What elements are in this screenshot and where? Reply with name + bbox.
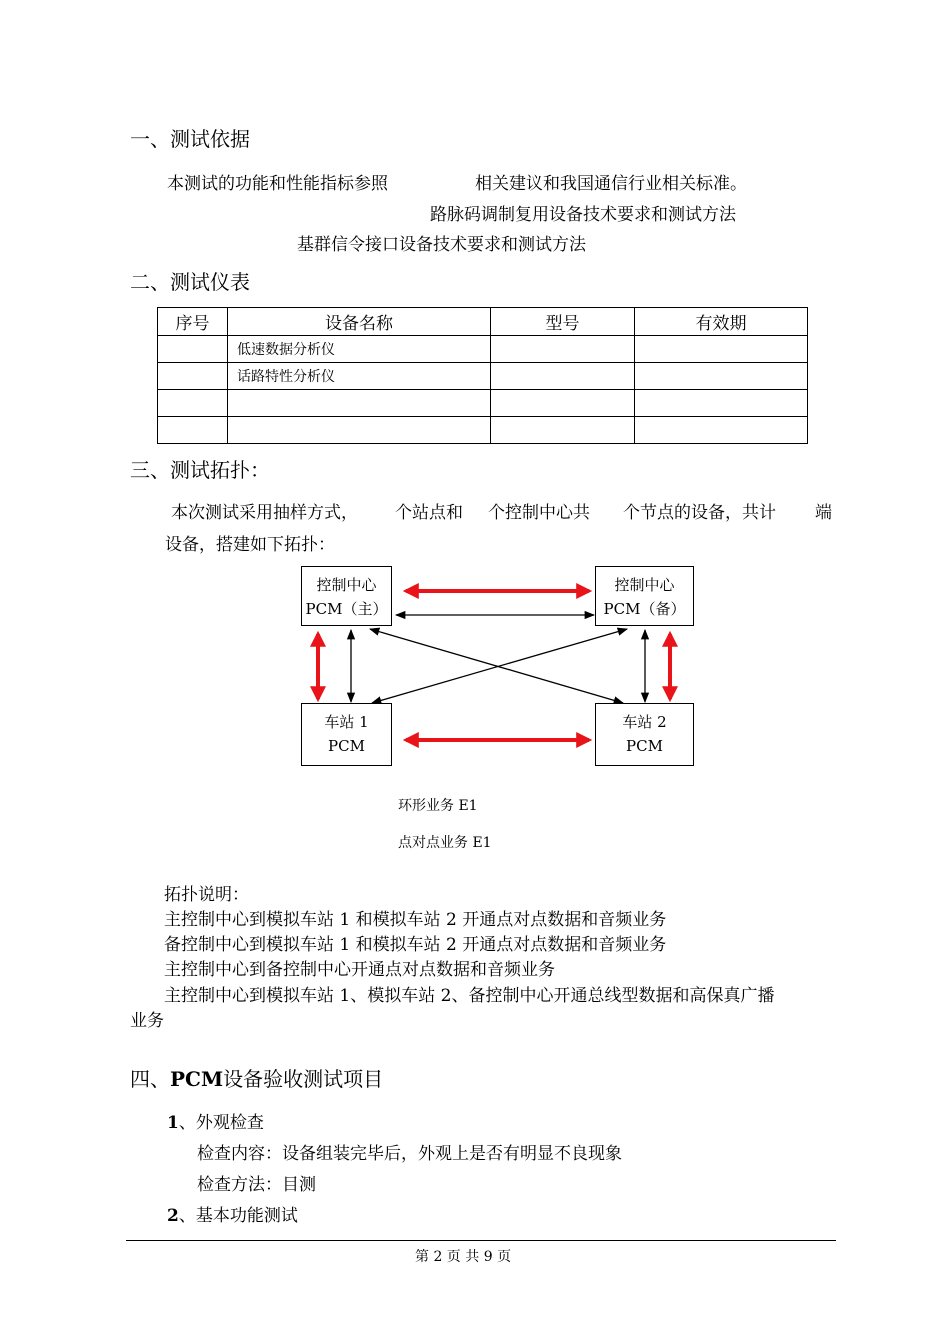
intro-c: 个控制中心共 [488, 503, 590, 523]
standard-2: 基群信令接口设备技术要求和测试方法 [297, 235, 586, 255]
item1-method: 检查方法：目测 [197, 1175, 316, 1195]
item1-content: 检查内容：设备组装完毕后，外观上是否有明显不良现象 [197, 1144, 622, 1164]
node-station1-line2: PCM [328, 737, 365, 755]
node-station1 [301, 703, 392, 766]
header-model: 型号 [491, 308, 635, 336]
item1-title: 、外观检查 [178, 1113, 264, 1133]
notes-title: 拓扑说明： [164, 885, 249, 905]
intro-d: 个节点的设备，共计 [623, 503, 776, 523]
node-ctrl-backup [595, 566, 694, 626]
item1-number: 1 [167, 1113, 179, 1133]
node-ctrl-backup-line2: PCM（备） [603, 600, 686, 618]
intro-e: 端 [815, 503, 832, 523]
note-2: 备控制中心到模拟车站 1 和模拟车站 2 开通点对点数据和音频业务 [164, 935, 667, 955]
section2-title: 二、测试仪表 [130, 270, 250, 294]
intro-line2: 设备，搭建如下拓扑： [165, 535, 335, 555]
header-validity: 有效期 [635, 308, 808, 336]
node-ctrl-main-line2: PCM（主） [305, 600, 388, 618]
node-ctrl-main [301, 566, 392, 626]
cell-device-name: 话路特性分析仪 [228, 363, 491, 390]
note-3: 主控制中心到备控制中心开通点对点数据和音频业务 [164, 960, 555, 980]
section4-title [130, 1063, 383, 1092]
node-station2 [595, 703, 694, 766]
legend-ring: 环形业务 E1 [398, 798, 478, 814]
cell-device-name: 低速数据分析仪 [228, 336, 491, 363]
item1-heading [167, 1108, 264, 1133]
node-station2-line1: 车站 2 [622, 713, 667, 731]
item2-title: 、基本功能测试 [178, 1206, 298, 1226]
section1-body-right: 相关建议和我国通信行业相关标准。 [475, 174, 747, 194]
item2-number: 2 [167, 1206, 179, 1226]
note-4-tail: 业务 [130, 1011, 164, 1031]
section3-title: 三、测试拓扑： [130, 458, 270, 482]
node-station1-line1: 车站 1 [324, 713, 369, 731]
note-1: 主控制中心到模拟车站 1 和模拟车站 2 开通点对点数据和音频业务 [164, 910, 667, 930]
item2-heading [167, 1201, 298, 1226]
node-ctrl-backup-line1: 控制中心 [614, 576, 675, 594]
intro-b: 个站点和 [395, 503, 463, 523]
intro-a: 本次测试采用抽样方式， [171, 503, 358, 523]
header-index: 序号 [158, 308, 228, 336]
page-number: 第 2 页 共 9 页 [415, 1249, 512, 1265]
legend-p2p: 点对点业务 E1 [398, 835, 492, 851]
note-4: 主控制中心到模拟车站 1、模拟车站 2、备控制中心开通总线型数据和高保真广播 [164, 986, 775, 1006]
standard-1: 路脉码调制复用设备技术要求和测试方法 [430, 205, 736, 225]
section4-title-bold: PCM [170, 1067, 224, 1091]
section1-body: 本测试的功能和性能指标参照 [167, 174, 388, 194]
section4-title-prefix: 四、 [130, 1067, 170, 1091]
section1-title: 一、测试依据 [130, 127, 250, 151]
header-device-name: 设备名称 [228, 308, 491, 336]
footer-rule [126, 1240, 836, 1241]
node-ctrl-main-line1: 控制中心 [316, 576, 377, 594]
section4-title-suffix: 设备验收测试项目 [223, 1067, 384, 1091]
node-station2-line2: PCM [626, 737, 663, 755]
